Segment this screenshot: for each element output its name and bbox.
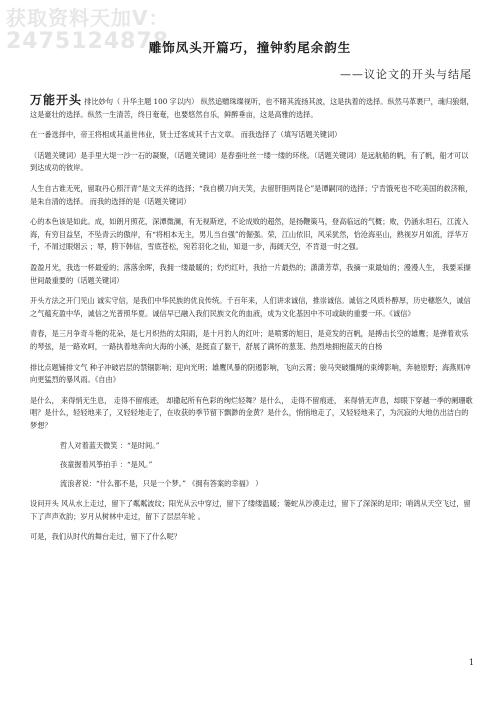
section-keyword: 万能开头 [30, 93, 83, 107]
paragraph-text: 青春，是三月争奇斗艳的花朵，是七月炽热的太阳雨，是十月豹人的红叶；是喷雾的旭日，是竞发的百帆，是搏击长空的雄鹰；是弹着欢乐的琴弦，是一路欢呵，一路执着地奔向大海的小溪，是挺直了躯干，舒展了满怀的葱茏、热烈地拥抱蓝天的白杨 [30, 329, 469, 351]
body-paragraph [30, 129, 474, 142]
paragraph-text: 在一番选择中，帝王将相成其盖世伟业，贤士迁客成其千古文章。 而我选择了（填写话题关键词） [30, 130, 342, 140]
body-paragraph [30, 531, 474, 544]
paragraph-text: 流浪者说：“什么都不是，只是一个梦。” 《拥有答案的幸福》 ） [60, 478, 263, 488]
paragraph-text: 开头方法之开门见山 诚实守信，是我们中华民族的优良传统。千百年来，人们讲求诚信，推崇诚信。诚信之风质朴醇厚，历史穗悠久，诚信之气蕴充盈中华，诚信之光普照华夏。诚信早已融入我们民族文化的血液，成为文化基因中不可或缺的重要一环。《诚信》 [30, 296, 471, 318]
body-paragraph [30, 295, 474, 320]
document-title: 雕饰凤头开篇巧，撞钟豹尾余韵生 [148, 40, 352, 55]
watermark-line1: 获取资料天加V： [6, 6, 170, 30]
body-paragraph [30, 216, 474, 254]
body-paragraph [30, 459, 474, 472]
body-paragraph [30, 94, 474, 121]
body-paragraph [30, 150, 474, 175]
paragraph-text: 心的本色该是如此。成，如朗月照花，深潭微澜，有无视斯逆，不论成败的超然，是扬鞭策马，登高临远的气概；败，仍涵永坦石，江流入海，有穷目益坚，不坠青云的傲岸，有“将相本无主，男儿当自强”的倔强。荣，江山依旧，风采犹然，恰沧海巫山，熟视岁月如流，浮华万千，不屑过眼烟云 ；辱，胯下韩信，雪底苍松，宛若羽化之仙，知退一步，海阔天空，不肯退一时之强。 [30, 217, 469, 252]
body-paragraph [30, 478, 474, 491]
paragraph-text: 是什么， 来得悄无生息， 走得不留痕迹， 却撒起所有色彩的绚烂轻舞？是什么， 走得不留痕迹， 来得悄无声息，却眼下穿越一季的阑珊歌唱？是什么，轻轻地来了，又轻轻地走了，在收获的季节留下飘渺的金黄？是什么，悄悄地走了，又轻轻地来了，为沉寂的大地仿出洁白的梦想？ [30, 395, 473, 430]
body-paragraph [30, 362, 474, 387]
paragraph-text: 盈盈月光，我选一杯最爱的；落落余晖，我拥一缕最暖的；灼灼红叶，我拾一片最热的；潇潇芳草，我摘一束最灿的；漫漫人生， 我要采撷世间最重要的（话题关键词） [30, 262, 471, 285]
paragraph-text: 设问开头 风从水上走过，留下了粼粼波纹；阳光从云中穿过，留下了缕缕温暖；篓蛇从沙漠走过，留下了深深的足印；哨鸽从天空飞过，留下了声声欢韵；岁月从树林中走过，留下了层层年轮 。 [30, 499, 471, 521]
paragraph-text: 人生自古谁无死，留取丹心照汗青”是文天祥的选择；“我自横刀向天笑，去留肝胆两昆仑”是谭嗣同的选择；宁肯饿死也不吃美国的救济粮，是朱自清的选择。 而我的选择的是（话题关键词） [30, 183, 473, 206]
watermark-line2: 2475124878 [6, 29, 170, 54]
page-number: 1 [468, 658, 474, 667]
body-paragraph [30, 440, 474, 453]
paragraph-text: 排比点题铺排文气 种子冲破岩层的禁锢影响；迎向光明；雄鹰风暴的阴遏影响，飞向云霄；骏马突破缰绳的束缚影响，奔驰原野；海燕则冲向更猛烈的暴风雨。《自由》 [30, 362, 471, 385]
document-body [30, 94, 474, 552]
paragraph-text: 排比妙句（ 升华主题 100 字以内） 纵然追赠珠璨视听，也不睹其流扬其波，这是执着的选择。纵然马革裹尸，魂归狼烟，这是豪壮的选择。纵然一生清苦，终日奄奄，也要悠然自乐，鲜醉垂亩，这是高雅的选择。 [30, 97, 474, 119]
body-paragraph [30, 498, 474, 523]
paragraph-text: 孩童握着风筝拍手 ：“是风。” [60, 460, 153, 470]
paragraph-text: 可是，我们从时代的舞台走过，留下了什么呢？ [30, 532, 181, 542]
body-paragraph [30, 183, 474, 208]
body-paragraph [30, 395, 474, 433]
paragraph-text: 哲人对着蓝天微笑 ：“是时间。” [60, 441, 160, 451]
body-paragraph [30, 262, 474, 287]
document-subtitle: ——议论文的开头与结尾 [340, 68, 472, 81]
paragraph-text: （话题关键词）是手里大堤一沙一石的凝聚，（话题关键词）是春蚕吐丝一缕一缕的环绕。（话题关键词）是远航船的帆，有了帆，船才可以到达成功的彼岸。 [30, 150, 469, 173]
body-paragraph [30, 328, 474, 353]
